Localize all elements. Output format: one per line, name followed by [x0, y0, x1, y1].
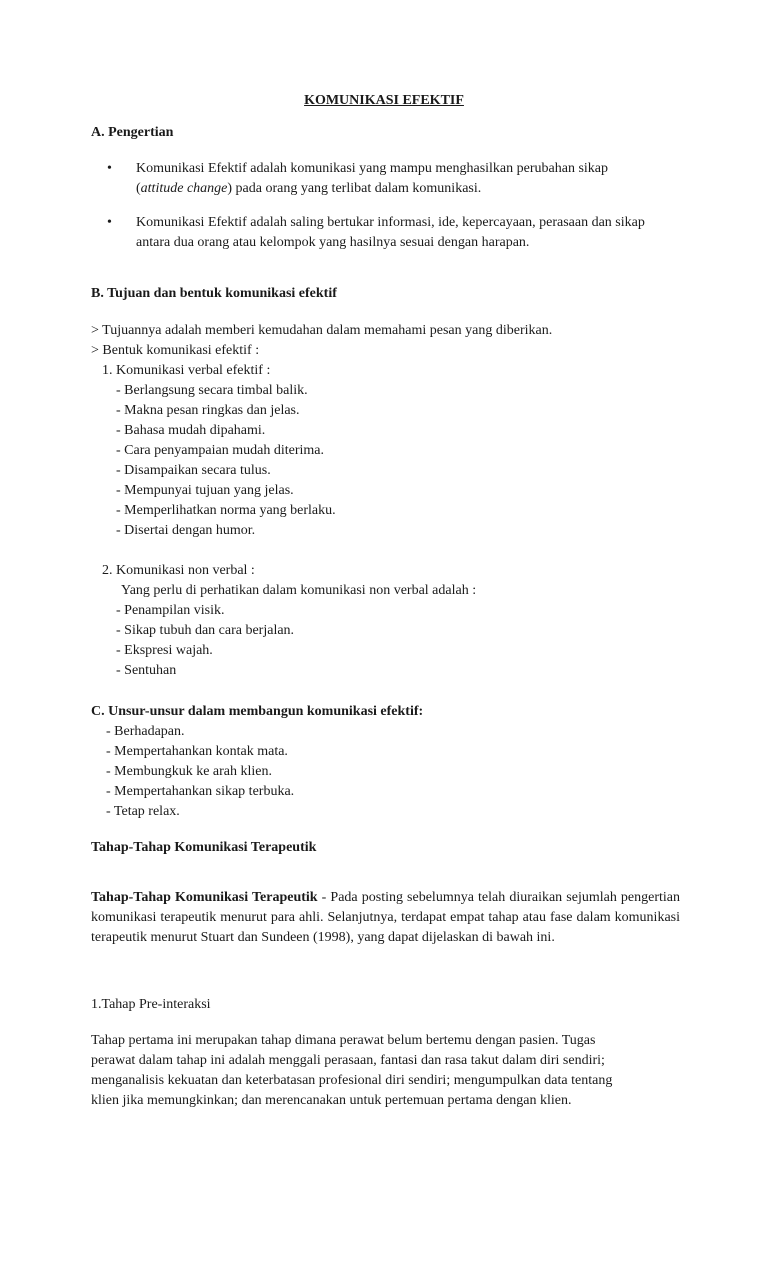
- step-1-title: 1.Tahap Pre-interaksi: [91, 997, 211, 1012]
- verbal-item: - Makna pesan ringkas dan jelas.: [116, 403, 300, 418]
- step-1-line: perawat dalam tahap ini adalah menggali perasaan, fantasi dan rasa takut dalam diri sendiri;: [91, 1053, 605, 1068]
- forms-line: > Bentuk komunikasi efektif :: [91, 343, 260, 358]
- bullet-1-text-end: ) pada orang yang terlibat dalam komunikasi.: [227, 181, 482, 196]
- verbal-item: - Disampaikan secara tulus.: [116, 463, 271, 478]
- element-item: - Tetap relax.: [106, 804, 180, 819]
- document-title: KOMUNIKASI EFEKTIF: [304, 93, 464, 108]
- intro-lead-bold: Tahap-Tahap Komunikasi Terapeutik: [91, 890, 318, 905]
- nonverbal-item: - Sikap tubuh dan cara berjalan.: [116, 623, 295, 638]
- element-item: - Membungkuk ke arah klien.: [106, 764, 273, 779]
- definition-bullet-1: [91, 159, 651, 199]
- goal-line: > Tujuannya adalah memberi kemudahan dalam memahami pesan yang diberikan.: [91, 323, 553, 338]
- definition-bullet-2: [91, 213, 651, 253]
- element-item: - Mempertahankan kontak mata.: [106, 744, 288, 759]
- bullet-icon: •: [107, 215, 112, 230]
- verbal-item: - Disertai dengan humor.: [116, 523, 256, 538]
- nonverbal-item: - Sentuhan: [116, 663, 177, 678]
- bullet-icon: •: [107, 161, 112, 176]
- section-a-heading: A. Pengertian: [91, 125, 174, 140]
- step-1-line: klien jika memungkinkan; dan merencanakan untuk pertemuan pertama dengan klien.: [91, 1093, 572, 1108]
- nonverbal-item: - Ekspresi wajah.: [116, 643, 213, 658]
- section-b-content: [91, 321, 691, 541]
- section-b-heading: B. Tujuan dan bentuk komunikasi efektif: [91, 286, 337, 301]
- verbal-item: - Cara penyampaian mudah diterima.: [116, 443, 324, 458]
- verbal-title: 1. Komunikasi verbal efektif :: [102, 363, 271, 378]
- verbal-item: - Mempunyai tujuan yang jelas.: [116, 483, 294, 498]
- nonverbal-item: - Penampilan visik.: [116, 603, 225, 618]
- verbal-item: - Memperlihatkan norma yang berlaku.: [116, 503, 336, 518]
- step-1-body: [91, 1031, 691, 1111]
- section-a-bullets: [91, 159, 651, 267]
- element-item: - Berhadapan.: [106, 724, 185, 739]
- verbal-item: - Bahasa mudah dipahami.: [116, 423, 266, 438]
- step-1-line: menganalisis kekuatan dan keterbatasan profesional diri sendiri; mengumpulkan data tentang: [91, 1073, 613, 1088]
- section-c-list: [91, 722, 691, 822]
- section-c-heading: C. Unsur-unsur dalam membangun komunikasi efektif:: [91, 704, 424, 719]
- verbal-item: - Berlangsung secara timbal balik.: [116, 383, 308, 398]
- terapeutik-intro: [91, 888, 680, 948]
- bullet-1-text-start: Komunikasi Efektif adalah komunikasi yang mampu menghasilkan perubahan sikap (: [136, 161, 608, 196]
- bullet-1-italic-term: attitude change: [140, 181, 228, 196]
- intro-text: - Pada posting sebelumnya telah diuraikan sejumlah pengertian komunikasi terapeutik menurut para ahli. Selanjutnya, terdapat empat tahap atau fase dalam komunikasi terapeutik menurut Stuart dan Sundeen (1998), yang dapat dijelaskan di bawah ini.: [91, 890, 680, 945]
- element-item: - Mempertahankan sikap terbuka.: [106, 784, 295, 799]
- terapeutik-heading: Tahap-Tahap Komunikasi Terapeutik: [91, 840, 317, 855]
- nonverbal-title: 2. Komunikasi non verbal :: [102, 563, 255, 578]
- nonverbal-intro: Yang perlu di perhatikan dalam komunikasi non verbal adalah :: [121, 583, 477, 598]
- nonverbal-block: [91, 561, 691, 681]
- bullet-2-text: Komunikasi Efektif adalah saling bertukar informasi, ide, kepercayaan, perasaan dan sikap antara dua orang atau kelompok yang hasilnya sesuai dengan harapan.: [136, 215, 645, 250]
- step-1-line: Tahap pertama ini merupakan tahap dimana perawat belum bertemu dengan pasien. Tugas: [91, 1033, 596, 1048]
